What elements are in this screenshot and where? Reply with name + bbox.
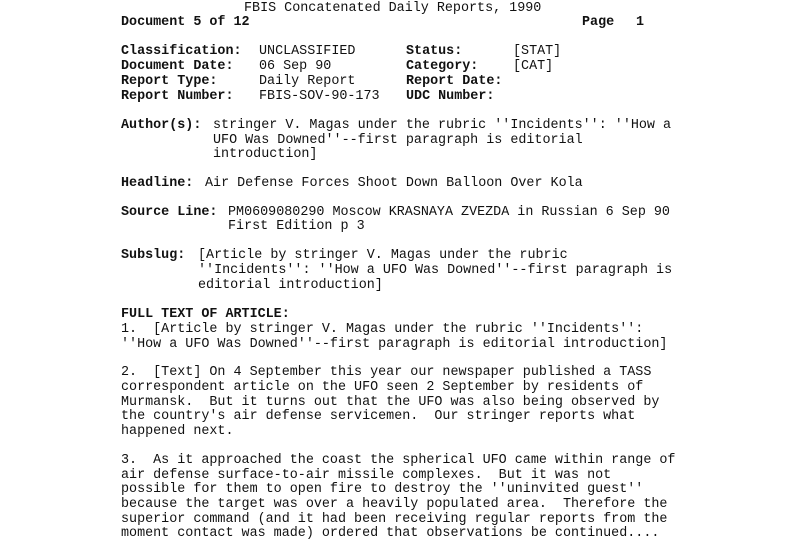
document-counter: Document 5 of 12 [121,15,250,30]
document-date-label: Document Date: [121,59,234,74]
report-type-value: Daily Report [259,74,356,89]
headline-label: Headline: [121,176,194,191]
article-paragraph-3-line: possible for them to open fire to destroy the ''uninvited guest'' [121,482,644,497]
article-paragraph-3-line: because the target was over a heavily populated area. Therefore the [121,497,668,512]
authors-line: introduction] [213,147,318,162]
classification-label: Classification: [121,44,242,59]
authors-label: Author(s): [121,118,202,133]
article-paragraph-3-line: superior command (and it had been receiving regular reports from the [121,512,668,527]
report-date-label: Report Date: [406,74,503,89]
classification-value: UNCLASSIFIED [259,44,356,59]
report-number-label: Report Number: [121,89,234,104]
article-paragraph-2-line: Murmansk. But it turns out that the UFO was also being observed by [121,395,660,410]
authors-line: stringer V. Magas under the rubric ''Incidents'': ''How a [213,118,672,133]
source-line-text: First Edition p 3 [228,219,365,234]
status-label: Status: [406,44,463,59]
document-date-value: 06 Sep 90 [259,59,332,74]
status-value: [STAT] [513,44,562,59]
udc-number-label: UDC Number: [406,89,495,104]
article-paragraph-3-line: 3. As it approached the coast the spherical UFO came within range of [121,453,676,468]
article-paragraph-3-line: moment contact was made) ordered that observations be continued.... [121,526,660,541]
article-paragraph-1-line: ''How a UFO Was Downed''--first paragraph is editorial introduction] [121,337,668,352]
report-collection-title: FBIS Concatenated Daily Reports, 1990 [244,1,542,16]
page-label: Page [582,15,615,30]
headline-value: Air Defense Forces Shoot Down Balloon Over Kola [205,176,583,191]
subslug-line: editorial introduction] [198,278,383,293]
category-label: Category: [406,59,479,74]
full-text-heading: FULL TEXT OF ARTICLE: [121,307,290,322]
source-line-text: PM0609080290 Moscow KRASNAYA ZVEZDA in Russian 6 Sep 90 [228,205,670,220]
article-paragraph-2-line: correspondent article on the UFO seen 2 September by residents of [121,380,644,395]
report-type-label: Report Type: [121,74,218,89]
article-paragraph-1-line: 1. [Article by stringer V. Magas under the rubric ''Incidents'': [121,322,644,337]
report-number-value: FBIS-SOV-90-173 [259,89,380,104]
authors-line: UFO Was Downed''--first paragraph is editorial [213,133,583,148]
article-paragraph-2-line: the country's air defense servicemen. Our stringer reports what [121,409,636,424]
subslug-line: [Article by stringer V. Magas under the rubric [198,248,568,263]
source-line-label: Source Line: [121,205,218,220]
category-value: [CAT] [513,59,554,74]
article-paragraph-3-line: air defense surface-to-air missile complexes. But it was not [121,468,612,483]
subslug-label: Subslug: [121,248,186,263]
article-paragraph-2-line: 2. [Text] On 4 September this year our newspaper published a TASS [121,365,652,380]
page-number: 1 [636,15,645,30]
subslug-line: ''Incidents'': ''How a UFO Was Downed''--first paragraph is [198,263,673,278]
article-paragraph-2-line: happened next. [121,424,234,439]
